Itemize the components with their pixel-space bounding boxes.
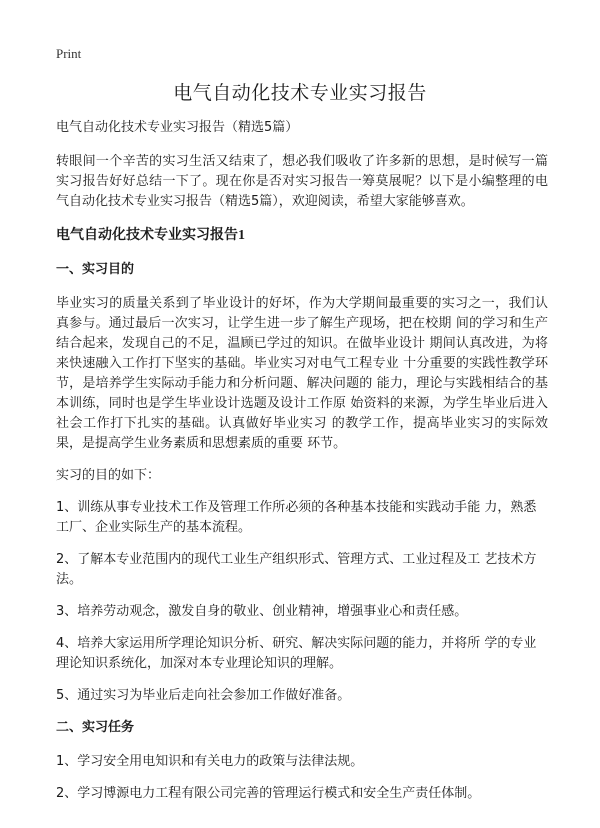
task-item: 2、学习博源电力工程有限公司完善的管理运行模式和安全生产责任体制。 <box>56 786 481 801</box>
task-item: 1、学习安全用电知识和有关电力的政策与法律法规。 <box>56 754 364 769</box>
goal-item: 5、通过实习为毕业后走向社会参加工作做好准备。 <box>56 688 351 703</box>
section-heading-tasks: 二、实习任务 <box>56 720 135 735</box>
goal-item: 3、培养劳动观念，激发自身的敬业、创业精神，增强事业心和责任感。 <box>56 604 468 619</box>
goal-item: 2、了解本专业范围内的现代工业生产组织形式、管理方式、工业过程及工 艺技术方法。 <box>56 552 537 587</box>
intro-paragraph: 转眼间一个辛苦的实习生活又结束了，想必我们吸收了许多新的思想，是时候写一篇实习报告好好总结一下了。现在你是否对实习报告一筹莫展呢？以下是小编整理的电气自动化技术专业实习报告（精选5篇），欢迎阅读，希望大家能够喜欢。 <box>56 154 548 209</box>
print-label: Print <box>56 46 82 61</box>
purpose-paragraph: 毕业实习的质量关系到了毕业设计的好坏，作为大学期间最重要的实习之一，我们认真参与。通过最后一次实习，让学生进一步了解生产现场，把在校期 间的学习和生产结合起来，发现自己的不足，温顾已学过的知识。在做毕业设计 期间认真改进，为将来快速融入工作打下坚实的基础。毕业实习对电气工程专业 十分重要的实践性教学环节，是培养学生实际动手能力和分析问题、解决问题的 能力，理论与实践相结合的基本训练，同时也是学生毕业设计选题及设计工作原 始资料的来源，为学生毕业后进入社会工作打下扎实的基础。认真做好毕业实习 的教学工作，提高毕业实习的实际效果，是提高学生业务素质和思想素质的重要 环节。 <box>56 296 548 451</box>
report-heading: 电气自动化技术专业实习报告1 <box>56 228 245 243</box>
goals-intro: 实习的目的如下： <box>56 468 161 483</box>
goal-item: 4、培养大家运用所学理论知识分析、研究、解决实际问题的能力，并将所 学的专业理论知识系统化，加深对本专业理论知识的理解。 <box>56 636 537 671</box>
document-subtitle: 电气自动化技术专业实习报告（精选5篇） <box>56 120 299 135</box>
document-body <box>56 118 548 816</box>
document-title: 电气自动化技术专业实习报告 <box>173 82 427 104</box>
section-heading-purpose: 一、实习目的 <box>56 262 135 277</box>
goal-item: 1、训练从事专业技术工作及管理工作所必须的各种基本技能和实践动手能 力，熟悉工厂、企业实际生产的基本流程。 <box>56 500 537 535</box>
